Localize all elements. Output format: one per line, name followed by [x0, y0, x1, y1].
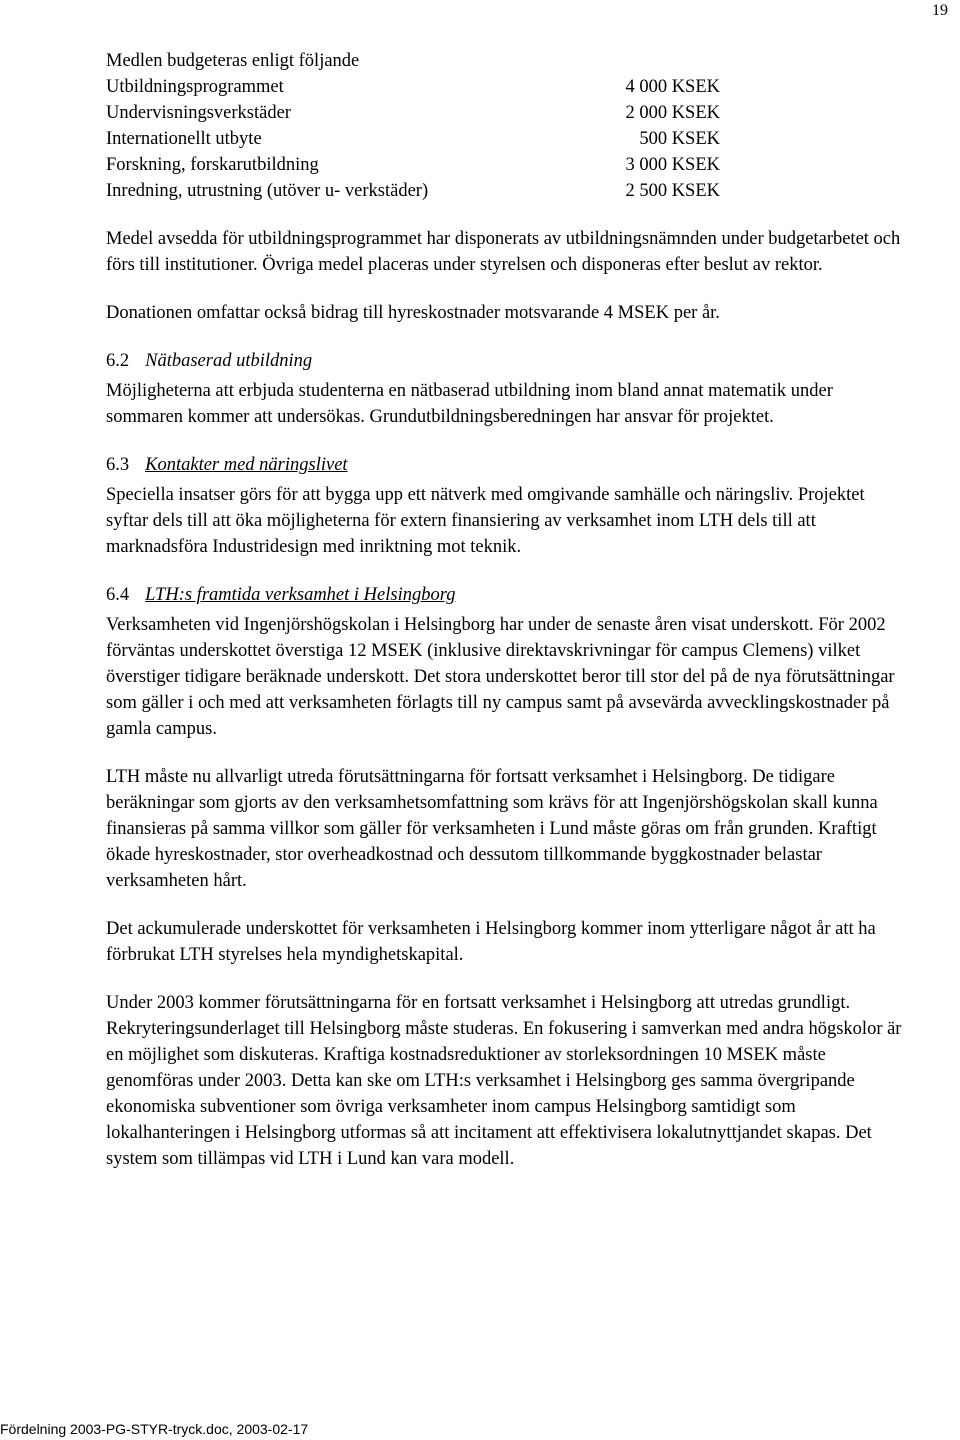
budget-row: [106, 178, 906, 204]
section-6-2: [106, 348, 906, 430]
budget-label: Forskning, forskarutbildning: [106, 155, 319, 175]
document-page: [106, 48, 906, 1194]
budget-heading: Medlen budgeteras enligt följande: [106, 51, 360, 71]
section-6-3: [106, 452, 906, 560]
body-paragraph: Medel avsedda för utbildningsprogrammet har disponerats av utbildningsnämnden under budgetarbetet och förs till institutioner. Övriga medel placeras under styrelsen och disponeras efter beslut av rektor.: [106, 229, 901, 275]
body-paragraph: Verksamheten vid Ingenjörshögskolan i Helsingborg har under de senaste åren visat underskott. För 2002 förväntas underskottet överstiga 12 MSEK (inklusive direktavskrivningar för campus Clemens) vilket överstiger tidigare beräknade underskott. Det stora underskottet beror till stor del på de nya förutsättningar som gäller i och med att verksamheten förlagts till ny campus samt på avsevärda avvecklingskostnader på gamla campus.: [106, 615, 895, 739]
section-number: 6.2: [106, 351, 130, 371]
budget-amount: 2 500 KSEK: [625, 181, 720, 201]
body-paragraph: Donationen omfattar också bidrag till hyreskostnader motsvarande 4 MSEK per år.: [106, 303, 720, 323]
budget-amount: 4 000 KSEK: [625, 77, 720, 97]
section-number: 6.3: [106, 455, 130, 475]
page-number: 19: [932, 2, 948, 19]
body-paragraph: Möjligheterna att erbjuda studenterna en nätbaserad utbildning inom bland annat matematik under sommaren kommer att undersökas. Grundutbildningsberedningen har ansvar för projektet.: [106, 381, 833, 427]
budget-amount: 500 KSEK: [639, 129, 720, 149]
budget-row: [106, 74, 906, 100]
section-6-4: [106, 582, 906, 1172]
budget-amount: 2 000 KSEK: [625, 103, 720, 123]
section-title: Kontakter med näringslivet: [145, 455, 348, 475]
section-number: 6.4: [106, 585, 130, 605]
section-heading: [106, 582, 906, 608]
budget-amount: 3 000 KSEK: [625, 155, 720, 175]
budget-label: Utbildningsprogrammet: [106, 77, 284, 97]
body-paragraph: Speciella insatser görs för att bygga upp ett nätverk med omgivande samhälle och näringsliv. Projektet syftar dels till att öka möjligheterna för extern finansiering av verksamhet inom LTH dels till att marknadsföra Industridesign med inriktning mot teknik.: [106, 485, 865, 557]
section-heading: [106, 452, 906, 478]
budget-row: [106, 152, 906, 178]
budget-table: [106, 48, 906, 204]
section-title: Nätbaserad utbildning: [145, 351, 313, 371]
body-paragraph: LTH måste nu allvarligt utreda förutsättningarna för fortsatt verksamhet i Helsingborg. De tidigare beräkningar som gjorts av den verksamhetsomfattning som krävs för att Ingenjörshögskolan skall kunna finansieras på samma villkor som gäller för verksamheten i Lund måste göras om från grunden. Kraftigt ökade hyreskostnader, stor overheadkostnad och dessutom tillkommande byggkostnader belastar verksamheten hårt.: [106, 767, 878, 891]
budget-label: Internationellt utbyte: [106, 129, 262, 149]
budget-row: [106, 126, 906, 152]
body-paragraph: Det ackumulerade underskottet för verksamheten i Helsingborg kommer inom ytterligare något år att ha förbrukat LTH styrelses hela myndighetskapital.: [106, 919, 876, 965]
section-title: LTH:s framtida verksamhet i Helsingborg: [145, 585, 456, 605]
budget-row: [106, 100, 906, 126]
section-heading: [106, 348, 906, 374]
budget-label: Inredning, utrustning (utöver u- verkstäder): [106, 181, 429, 201]
body-paragraph: Under 2003 kommer förutsättningarna för en fortsatt verksamhet i Helsingborg att utredas grundligt. Rekryteringsunderlaget till Helsingborg måste studeras. En fokusering i samverkan med andra högskolor är en möjlighet som diskuteras. Kraftiga kostnadsreduktioner av storleksordningen 10 MSEK måste genomföras under 2003. Detta kan ske om LTH:s verksamhet i Helsingborg ges samma övergripande ekonomiska subventioner som övriga verksamheter inom campus Helsingborg samtidigt som lokalhanteringen i Helsingborg utformas så att incitament att effektivisera lokalutnyttjandet skapas. Det system som tillämpas vid LTH i Lund kan vara modell.: [106, 993, 902, 1169]
document-footer: Fördelning 2003-PG-STYR-tryck.doc, 2003-02-17: [0, 1421, 309, 1437]
budget-label: Undervisningsverkstäder: [106, 103, 291, 123]
